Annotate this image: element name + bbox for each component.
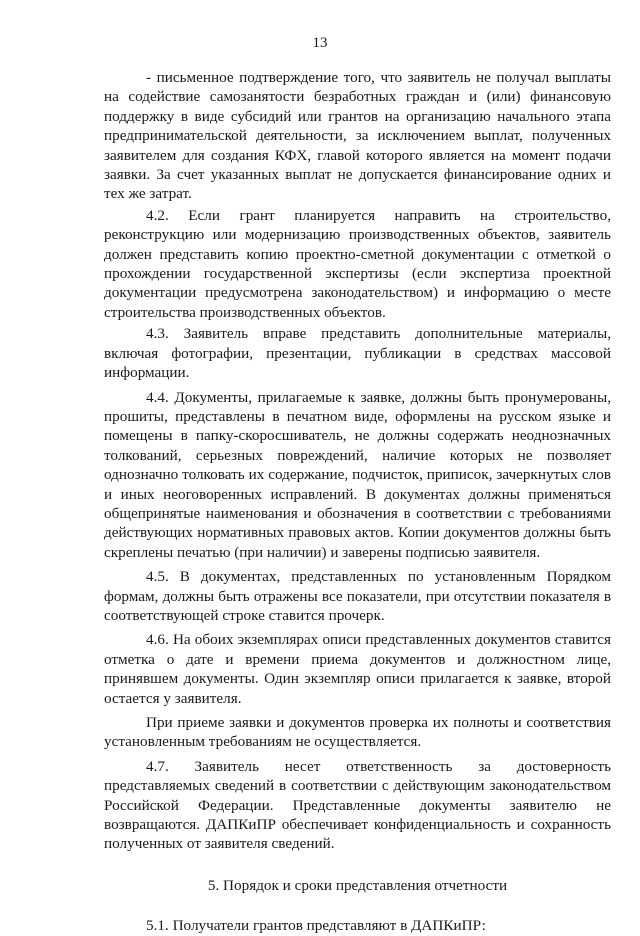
- paragraph-4-5: 4.5. В документах, представленных по установленным Порядком формам, должны быть отражены все показатели, при отсутствии показателя в соответствующей строке ставится прочерк.: [104, 568, 611, 624]
- paragraph-5-1: 5.1. Получатели грантов представляют в ДАПКиПР:: [146, 917, 486, 935]
- document-body: [104, 68, 611, 936]
- paragraph-4-3: 4.3. Заявитель вправе представить дополнительные материалы, включая фотографии, презентации, публикации в средствах массовой информации.: [104, 325, 611, 382]
- paragraph-4-6: 4.6. На обоих экземплярах описи представленных документов ставится отметка о дате и времени приема документов и должностном лице, принявшем документы. Один экземпляр описи прилагается к заявке, второй остается у заявителя.: [104, 631, 611, 707]
- paragraph-4-4: 4.4. Документы, прилагаемые к заявке, должны быть пронумерованы, прошиты, представлены в печатном виде, оформлены на русском языке и помещены в папку-скоросшиватель, не должны содержать неоднозначных толкований, серьезных повреждений, наличие которых не позволяет однозначно толковать их содержание, подчисток, приписок, зачеркнутых слов и иных неоговоренных исправлений. В документах должны применяться общепринятые наименования и обозначения в соответствии с требованиями действующих нормативных правовых актов. Копии документов должны быть скреплены печатью (при наличии) и заверены подписью заявителя.: [104, 388, 611, 561]
- paragraph-4-2: 4.2. Если грант планируется направить на строительство, реконструкцию или модернизацию производственных объектов, заявитель должен представить копию проектно-сметной документации с отметкой о прохождении государственной экспертизы (если экспертиза проектной документации предусмотрена законодательством) и информацию о месте строительства производственных объектов.: [104, 206, 611, 321]
- page-number: 13: [312, 35, 328, 51]
- paragraph-written-confirmation: - письменное подтверждение того, что заявитель не получал выплаты на содействие самозанятости безработных граждан и (или) финансовую поддержку в виде субсидий или грантов на организацию начального этапа предпринимательской деятельности, за исключением выплат, полученных заявителем для создания КФХ, главой которого является на момент подачи заявки. За счет указанных выплат не допускается финансирование одних и тех же затрат.: [104, 69, 611, 203]
- paragraph-acceptance-note: При приеме заявки и документов проверка их полноты и соответствия установленным требованиям не осуществляется.: [104, 714, 611, 751]
- paragraph-4-7: 4.7. Заявитель несет ответственность за достоверность представляемых сведений в соответствии с действующим законодательством Российской Федерации. Представленные документы заявителю не возвращаются. ДАПКиПР обеспечивает конфиденциальность и сохранность полученных от заявителя сведений.: [104, 757, 611, 853]
- section-heading: 5. Порядок и сроки представления отчетности: [207, 876, 508, 894]
